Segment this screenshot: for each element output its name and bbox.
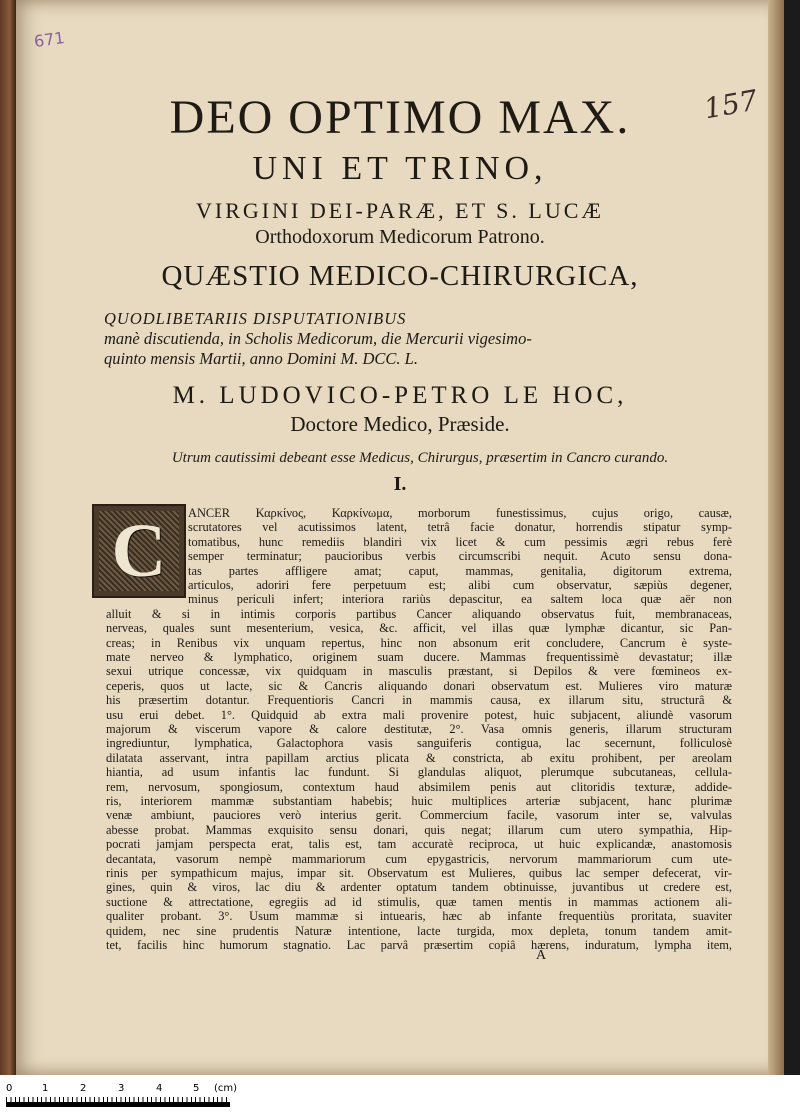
body-line: his præsertim dotantur. Frequentioris Cancri in mammis causa, ex illarum situ, structurâ & <box>106 693 732 708</box>
body-line: tas partes affligere amat; caput, mammas, genitalia, digitorum extrema, <box>188 563 732 578</box>
body-line: rem, nervosum, spongiosum, contextum haud absimilem penis aut clitoridis texturæ, addide- <box>106 779 732 794</box>
thesis-question: Utrum cautissimi debeant esse Medicus, Chirurgus, præsertim in Cancro curando. <box>171 450 669 466</box>
book-page <box>16 0 784 1075</box>
disputation-line-1: QUODLIBETARIIS DISPUTATIONIBUS <box>104 309 407 328</box>
signature-mark: A <box>536 948 547 963</box>
body-line: decantata, vasorum nempè mammariorum cum epygastricis, nervorum mammariorum cum ute- <box>106 851 732 866</box>
section-number: I. <box>393 473 407 495</box>
disputation-line-2: manè discutienda, in Scholis Medicorum, die Mercurii vigesimo- <box>104 329 532 348</box>
body-line: gines, quin & viros, lac diu & ardenter optatum tandem obtinuisse, juvantibus ut credere est, <box>106 880 732 895</box>
body-line: suctione & attrectatione, egregiis ad id stimulis, quæ tamen mentis in mammas actionem ali- <box>106 894 732 909</box>
ruler-label: 0 <box>6 1083 13 1094</box>
body-line: minus periculi infert; interiora rariùs depascitur, ea saltem loca quæ aër non <box>188 592 732 607</box>
dropcap-letter: C <box>111 509 167 593</box>
ruler-label: (cm) <box>214 1083 238 1094</box>
library-mark: 671 <box>32 27 66 52</box>
body-line: pocrati jamjam perspecta erat, talis est, tam accuratè reciproca, ut huic explicandæ, anastomosis <box>106 837 732 852</box>
body-line: rinis per sympathicum majus, impar sit. Observatum est Mulieres, quibus lac semper defecerat, vir- <box>106 866 732 880</box>
dedication-title: DEO OPTIMO MAX. <box>169 91 631 144</box>
praeses-role: Doctore Medico, Præside. <box>290 412 510 436</box>
body-line: semper terminatur; paucioribus verbis circumscribi nequit. Acuto sensu dona- <box>188 549 732 564</box>
body-line: scrutatores vel acutissimos latent, tetrâ facie donatur, horrendis stipatur symp- <box>188 520 732 535</box>
dedication-virgin: VIRGINI DEI-PARÆ, ET S. LUCÆ <box>196 198 604 223</box>
body-line: ANCER Καρκίνος, Καρκίνωμα, morborum funestissimus, cujus origo, causæ, <box>188 506 732 520</box>
body-line: mate nerveo & lymphatico, originem suam ducere. Mammas frequentissimè devastatur; illæ <box>106 650 732 664</box>
body-line: majorum & viscerum vapore & calore destitutæ, 2°. Vasa omnis generis, illarum structuram <box>106 722 732 736</box>
body-line: articulos, adoriri fere perpetuum est; alibi cum observatur, sæpiùs degener, <box>188 578 732 592</box>
body-line: venæ ambiunt, pauciores verò interius gerit. Commercium facile, vasorum inter se, valvulas <box>106 808 732 823</box>
disputation-line-3: quinto mensis Martii, anno Domini M. DCC. L. <box>104 349 418 368</box>
dedication-trinity: UNI ET TRINO, <box>252 150 548 187</box>
dedication-patron: Orthodoxorum Medicorum Patrono. <box>255 226 545 248</box>
handwritten-number: 157 <box>701 83 760 126</box>
body-line: sexui utrique concessæ, vix quidquam in masculis præstant, si Depilos & vere fœmineos ex- <box>106 664 732 679</box>
ruler-label: 2 <box>80 1083 87 1094</box>
scale-ruler <box>0 1075 800 1115</box>
body-line: creas; in Renibus vix unquam repertus, hinc non absonum erit concludere, Cancrum è syste- <box>106 635 732 650</box>
body-line: abesse probat. Mammas exquisito sensu donari, quis negat; illarum cum utero sympathia, Hip- <box>106 822 732 837</box>
body-line: qualiter probant. 3°. Usum mammæ si intuearis, hæc ab infante frequentiùs proritata, suaviter <box>106 909 732 924</box>
body-line: ris, interiorem mammæ substantiam habebis; huic multiplices arteriæ subjacent, hanc plurimæ <box>106 794 732 808</box>
praeses-name: M. LUDOVICO-PETRO LE HOC, <box>172 382 628 409</box>
book-binding <box>0 0 16 1075</box>
body-line: dilatata asservant, intra papillam arctius plicata & constricta, ab exitu prohibent, per areolam <box>106 750 732 765</box>
ruler-label: 4 <box>156 1083 163 1094</box>
body-line: alluit & si in intimis corporis partibus Cancer aliquando observatus fuit, membranaceas, <box>106 606 732 621</box>
body-line: tet, facilis hinc humorum stagnatio. Lac parvâ præsertim copiâ hærens, induratum, lympha item, <box>106 938 732 952</box>
body-line: hiantia, ad usum infantis lac fundunt. Si glandulas aliquot, plerumque subcutaneas, cellula- <box>106 765 732 780</box>
thesis-title: QUÆSTIO MEDICO-CHIRURGICA, <box>161 260 639 292</box>
body-line: ceperis, quos ut lacte, sic & Cancris aliquando donari observatum est. Mulieres viro maturæ <box>106 678 732 693</box>
body-line: nerveas, quales sunt mesenterium, vesica, &c. afficit, vel illas quæ lymphæ dicantur, sic Pan- <box>106 621 732 636</box>
ruler-label: 3 <box>118 1083 125 1094</box>
body-line: tomatibus, hunc remediis blandiri vix licet & cum pessimis ægri rebus ferè <box>188 534 732 549</box>
ruler-bar <box>6 1102 230 1106</box>
ruler-label: 1 <box>42 1083 49 1094</box>
body-line: quidem, nec sine prudentis Naturæ intentione, lacte turgida, mox depleta, tonum tandem amit- <box>106 923 732 938</box>
body-line: ingrediuntur, lymphatica, Galactophora vasis sanguiferis contigua, lac secernunt, folliculosè <box>106 736 732 751</box>
dropcap-ornament <box>92 504 186 598</box>
body-line: usu erui debet. 1°. Quidquid ab extra mali provenire potest, huic subjacent, aliundè vasorum <box>106 707 732 722</box>
ruler-label: 5 <box>193 1083 200 1094</box>
